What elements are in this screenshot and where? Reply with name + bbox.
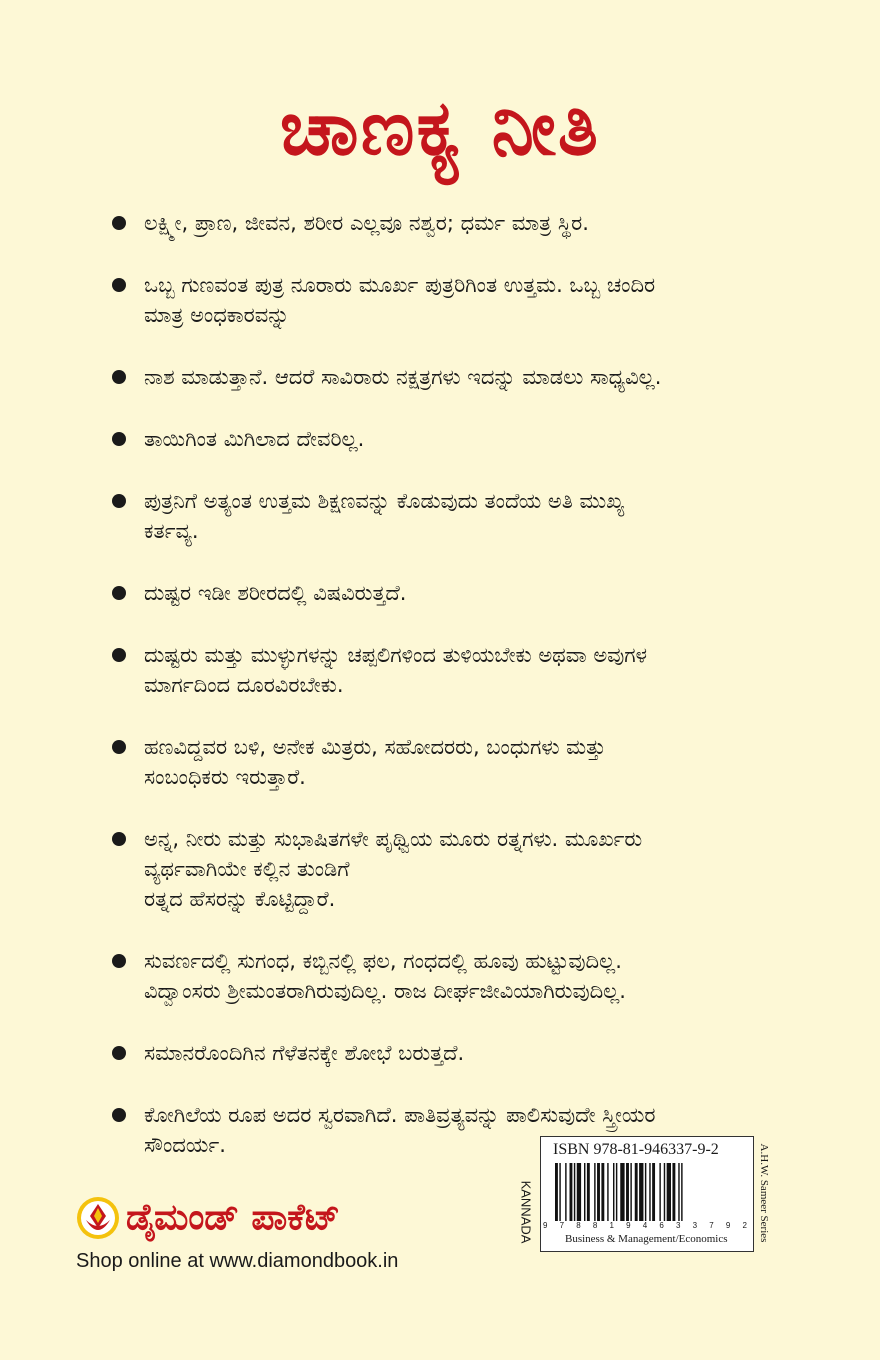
quote-line: ಸುವರ್ಣದಲ್ಲಿ ಸುಗಂಧ, ಕಬ್ಬಿನಲ್ಲಿ ಫಲ, ಗಂಧದಲ್ಲಿ ಹೂವು ಹುಟ್ಟುವುದಿಲ್ಲ. [144, 949, 622, 973]
bullet-icon [112, 216, 126, 230]
quote-line: ವಿದ್ವಾಂಸರು ಶ್ರೀಮಂತರಾಗಿರುವುದಿಲ್ಲ. ರಾಜ ದೀರ್ಘಜೀವಿಯಾಗಿರುವುದಿಲ್ಲ. [144, 979, 626, 1003]
bullet-icon [112, 832, 126, 846]
barcode-digits [543, 1221, 747, 1230]
language-label: KANNADA [518, 1180, 534, 1244]
barcode-digit: 8 [592, 1221, 598, 1230]
publisher-name: ಡೈಮಂಡ್ ಪಾಕೆಟ್ [126, 1197, 341, 1238]
quote-line: ಅನ್ನ, ನೀರು ಮತ್ತು ಸುಭಾಷಿತಗಳೇ ಪೃಥ್ವಿಯ ಮೂರು ರತ್ನಗಳು. ಮೂರ್ಖರು [144, 827, 643, 851]
bullet-icon [112, 648, 126, 662]
publisher-brand [76, 1196, 456, 1240]
quote-line: ವ್ಯರ್ಥವಾಗಿಯೇ ಕಲ್ಲಿನ ತುಂಡಿಗೆ [144, 857, 350, 881]
quote-line: ತಾಯಿಗಿಂತ ಮಿಗಿಲಾದ ದೇವರಿಲ್ಲ. [144, 427, 365, 451]
quote-line: ಪುತ್ರನಿಗೆ ಅತ್ಯಂತ ಉತ್ತಮ ಶಿಕ್ಷಣವನ್ನು ಕೊಡುವುದು ತಂದೆಯ ಅತಿ ಮುಖ್ಯ [144, 489, 625, 513]
quote-item [112, 946, 754, 1006]
bullet-icon [112, 1046, 126, 1060]
quote-line: ಸೌಂದರ್ಯ. [144, 1133, 226, 1157]
quote-item [112, 732, 754, 792]
barcode-icon [555, 1163, 747, 1221]
quote-line: ನಾಶ ಮಾಡುತ್ತಾನೆ. ಆದರೆ ಸಾವಿರಾರು ನಕ್ಷತ್ರಗಳು ಇದನ್ನು ಮಾಡಲು ಸಾಧ್ಯವಿಲ್ಲ. [144, 365, 662, 389]
quote-item [112, 486, 754, 546]
bullet-icon [112, 954, 126, 968]
quote-line: ಸಂಬಂಧಿಕರು ಇರುತ್ತಾರೆ. [144, 765, 306, 789]
quote-item [112, 1038, 754, 1068]
bullet-icon [112, 1108, 126, 1122]
quote-line: ಸಮಾನರೊಂದಿಗಿನ ಗೆಳೆತನಕ್ಕೇ ಶೋಭೆ ಬರುತ್ತದೆ. [144, 1041, 465, 1065]
quote-line: ದುಷ್ಟರ ಇಡೀ ಶರೀರದಲ್ಲಿ ವಿಷವಿರುತ್ತದೆ. [144, 581, 407, 605]
quote-list [112, 208, 754, 1160]
barcode-digit: 9 [725, 1221, 731, 1230]
quote-line: ಲಕ್ಷ್ಮೀ, ಪ್ರಾಣ, ಜೀವನ, ಶರೀರ ಎಲ್ಲವೂ ನಶ್ವರ; ಧರ್ಮ ಮಾತ್ರ ಸ್ಥಿರ. [144, 211, 589, 235]
bullet-icon [112, 370, 126, 384]
quote-line: ರತ್ನದ ಹೆಸರನ್ನು ಕೊಟ್ಟಿದ್ದಾರೆ. [144, 887, 336, 911]
barcode-digit: 7 [709, 1221, 714, 1230]
quote-line: ಮಾರ್ಗದಿಂದ ದೂರವಿರಬೇಕು. [144, 673, 344, 697]
bullet-icon [112, 586, 126, 600]
book-title: ಚಾಣಕ್ಯ ನೀತಿ [279, 83, 601, 172]
isbn-barcode-block [540, 1136, 754, 1252]
quote-item [112, 270, 754, 330]
bullet-icon [112, 740, 126, 754]
book-category: Business & Management/Economics [565, 1233, 728, 1245]
series-label: A.H.W. Sameer Series [758, 1143, 770, 1243]
bullet-icon [112, 278, 126, 292]
isbn-number: ISBN 978-81-946337-9-2 [553, 1141, 719, 1158]
quote-item [112, 424, 754, 454]
quote-line: ಹಣವಿದ್ದವರ ಬಳಿ, ಅನೇಕ ಮಿತ್ರರು, ಸಹೋದರರು, ಬಂಧುಗಳು ಮತ್ತು [144, 735, 606, 759]
quote-line: ಕೋಗಿಲೆಯ ರೂಪ ಅದರ ಸ್ವರವಾಗಿದೆ. ಪಾತಿವ್ರತ್ಯವನ್ನು ಪಾಲಿಸುವುದೇ ಸ್ತ್ರೀಯರ [144, 1103, 656, 1127]
diamond-lotus-logo-icon [76, 1196, 120, 1240]
quote-line: ಮಾತ್ರ ಅಂಧಕಾರವನ್ನು [144, 303, 290, 327]
quote-item [112, 362, 754, 392]
bullet-icon [112, 432, 126, 446]
barcode-digit: 2 [742, 1221, 747, 1230]
barcode-digit: 8 [576, 1221, 581, 1230]
quote-line: ಒಬ್ಬ ಗುಣವಂತ ಪುತ್ರ ನೂರಾರು ಮೂರ್ಖ ಪುತ್ರರಿಗಿಂತ ಉತ್ತಮ. ಒಬ್ಬ ಚಂದಿರ [144, 273, 656, 297]
quote-item [112, 208, 754, 238]
barcode-digit: 7 [559, 1221, 565, 1230]
quote-line: ಕರ್ತವ್ಯ. [144, 519, 199, 543]
barcode-digit: 9 [626, 1221, 631, 1230]
barcode-digit: 6 [659, 1221, 664, 1230]
bullet-icon [112, 494, 126, 508]
barcode-digit: 3 [676, 1221, 681, 1230]
barcode-digit: 9 [543, 1221, 548, 1230]
quote-item [112, 578, 754, 608]
quote-line: ದುಷ್ಟರು ಮತ್ತು ಮುಳ್ಳುಗಳನ್ನು ಚಪ್ಪಲಿಗಳಿಂದ ತುಳಿಯಬೇಕು ಅಥವಾ ಅವುಗಳ [144, 643, 648, 667]
quote-item [112, 640, 754, 700]
barcode-digit: 3 [692, 1221, 698, 1230]
barcode-digit: 4 [642, 1221, 648, 1230]
quote-item [112, 824, 754, 914]
shop-online-link[interactable]: Shop online at www.diamondbook.in [76, 1250, 399, 1272]
barcode-digit: 1 [609, 1221, 614, 1230]
